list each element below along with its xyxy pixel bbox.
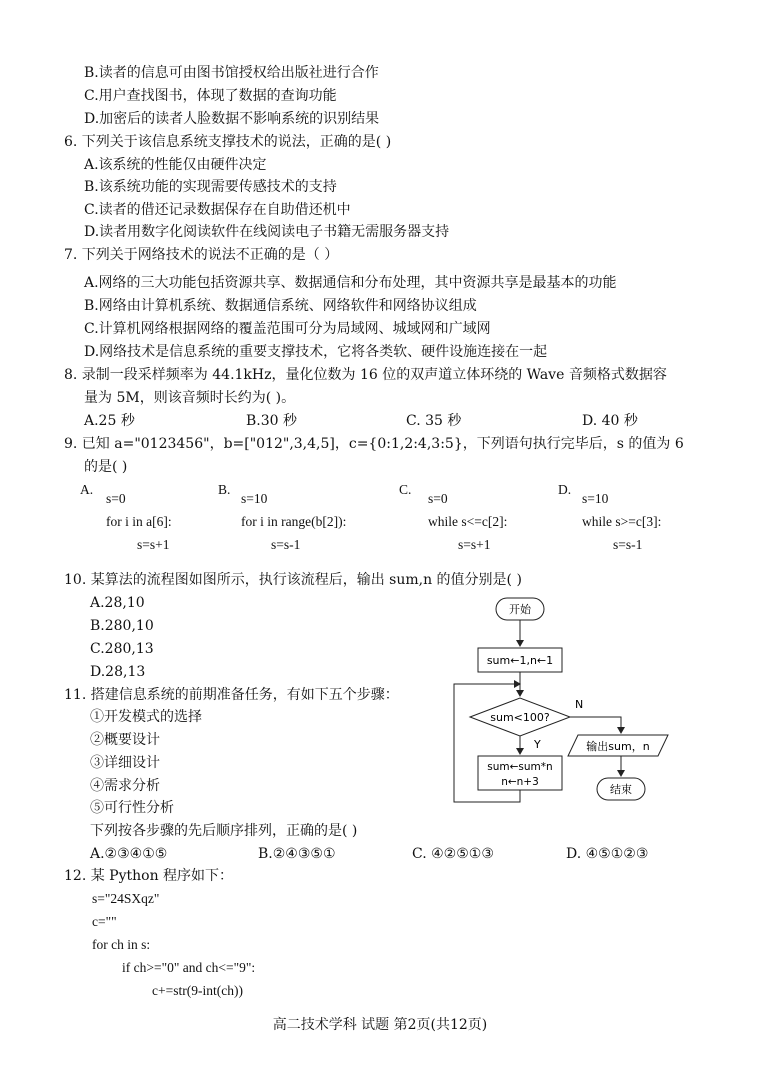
q9-option-a-line3: s=s+1 [137, 537, 170, 552]
q11-step-2: ②概要设计 [90, 732, 160, 748]
q8-option-d: D. 40 秒 [582, 413, 638, 429]
flowchart-yes-label: Y [534, 738, 541, 751]
q9-option-c-line1: s=0 [428, 491, 448, 506]
q11-option-c: C. ④②⑤①③ [412, 846, 494, 862]
q6-option-d: D.读者用数字化阅读软件在线阅读电子书籍无需服务器支持 [84, 224, 450, 240]
q12-code-line1: s="24SXqz" [92, 891, 160, 906]
q9-option-b-line2: for i in range(b[2]): [241, 514, 347, 529]
q10-option-b: B.280,10 [90, 618, 154, 634]
q11-step-1: ①开发模式的选择 [90, 709, 202, 725]
page-footer: 高二技术学科 试题 第2页(共12页) [272, 1017, 488, 1033]
q9-option-b-label: B. [218, 482, 231, 497]
flowchart-no-label: N [575, 698, 584, 711]
q12-code-line3: for ch in s: [92, 937, 151, 952]
flowchart-start-label: 开始 [509, 603, 531, 616]
q11-option-a: A.②③④①⑤ [90, 846, 168, 862]
q7-option-a: A.网络的三大功能包括资源共享、数据通信和分布处理，其中资源共享是最基本的功能 [84, 275, 617, 291]
q12-code-line2: c="" [92, 914, 117, 929]
q11-option-d: D. ④⑤①②③ [566, 846, 649, 862]
q5-option-c: C.用户查找图书，体现了数据的查询功能 [84, 88, 337, 104]
flowchart-loop-body-line1: sum←sum*n [487, 761, 553, 773]
q11-option-b: B.②④③⑤① [258, 846, 336, 862]
q9-option-a-line1: s=0 [106, 491, 126, 506]
q6-stem: 6. 下列关于该信息系统支撑技术的说法，正确的是( ) [64, 134, 392, 150]
q6-option-b: B.该系统功能的实现需要传感技术的支持 [84, 179, 337, 195]
q8-option-a: A.25 秒 [84, 413, 135, 429]
q10-option-d: D.28,13 [90, 664, 146, 680]
q12-stem: 12. 某 Python 程序如下： [64, 868, 234, 884]
q9-option-a-label: A. [80, 482, 94, 497]
q9-option-b-line3: s=s-1 [271, 537, 301, 552]
q9-option-d-line1: s=10 [582, 491, 609, 506]
q12-code-line5: c+=str(9-int(ch)) [152, 983, 243, 998]
q9-option-c-label: C. [399, 482, 412, 497]
q9-option-d-label: D. [558, 482, 572, 497]
flowchart-loop-body-line2: n←n+3 [501, 776, 539, 788]
q10-option-c: C.280,13 [90, 641, 154, 657]
q11-question: 下列按各步骤的先后顺序排列，正确的是( ) [90, 823, 358, 839]
q7-option-d: D.网络技术是信息系统的重要支撑技术，它将各类软、硬件设施连接在一起 [84, 344, 548, 360]
q9-option-c-line2: while s<=c[2]: [428, 514, 508, 529]
flowchart-decision-label: sum<100? [490, 711, 550, 724]
q6-option-a: A.该系统的性能仅由硬件决定 [84, 157, 267, 173]
flowchart-end-label: 结束 [610, 783, 632, 796]
q8-stem-line2: 量为 5M，则该音频时长约为( )。 [84, 390, 296, 406]
q12-code-line4: if ch>="0" and ch<="9": [122, 960, 256, 975]
q7-option-c: C.计算机网络根据网络的覆盖范围可分为局域网、城域网和广域网 [84, 321, 491, 337]
q9-option-b-line1: s=10 [241, 491, 268, 506]
q11-stem: 11. 搭建信息系统的前期准备任务，有如下五个步骤： [64, 687, 399, 703]
q9-stem-line2: 的是( ) [84, 459, 128, 475]
q9-option-d-line3: s=s-1 [613, 537, 643, 552]
q8-option-b: B.30 秒 [246, 413, 298, 429]
q11-step-5: ⑤可行性分析 [90, 800, 174, 816]
q9-stem-line1: 9. 已知 a="0123456"，b=["012",3,4,5]，c={0:1,2:4,3:5}，下列语句执行完毕后，s 的值为 6 [64, 436, 684, 452]
q9-option-c-line3: s=s+1 [458, 537, 491, 552]
q7-option-b: B.网络由计算机系统、数据通信系统、网络软件和网络协议组成 [84, 298, 477, 314]
q8-option-c: C. 35 秒 [406, 413, 462, 429]
q10-stem: 10. 某算法的流程图如图所示，执行该流程后，输出 sum,n 的值分别是( ) [64, 572, 522, 588]
q9-option-a-line2: for i in a[6]: [106, 514, 172, 529]
q9-option-d-line2: while s>=c[3]: [582, 514, 662, 529]
q7-stem: 7. 下列关于网络技术的说法不正确的是（ ） [64, 247, 339, 263]
q5-option-d: D.加密后的读者人脸数据不影响系统的识别结果 [84, 111, 380, 127]
flowchart-output-label: 输出sum，n [586, 740, 650, 753]
algorithm-flowchart [440, 590, 680, 810]
flowchart-init-label: sum←1,n←1 [486, 654, 554, 667]
q11-step-4: ④需求分析 [90, 778, 160, 794]
q8-stem-line1: 8. 录制一段采样频率为 44.1kHz，量化位数为 16 位的双声道立体环绕的 Wave 音频格式数据容 [64, 367, 667, 383]
q5-option-b: B.读者的信息可由图书馆授权给出版社进行合作 [84, 65, 379, 81]
q6-option-c: C.读者的借还记录数据保存在自助借还机中 [84, 202, 351, 218]
q11-step-3: ③详细设计 [90, 755, 160, 771]
q10-option-a: A.28,10 [90, 595, 145, 611]
